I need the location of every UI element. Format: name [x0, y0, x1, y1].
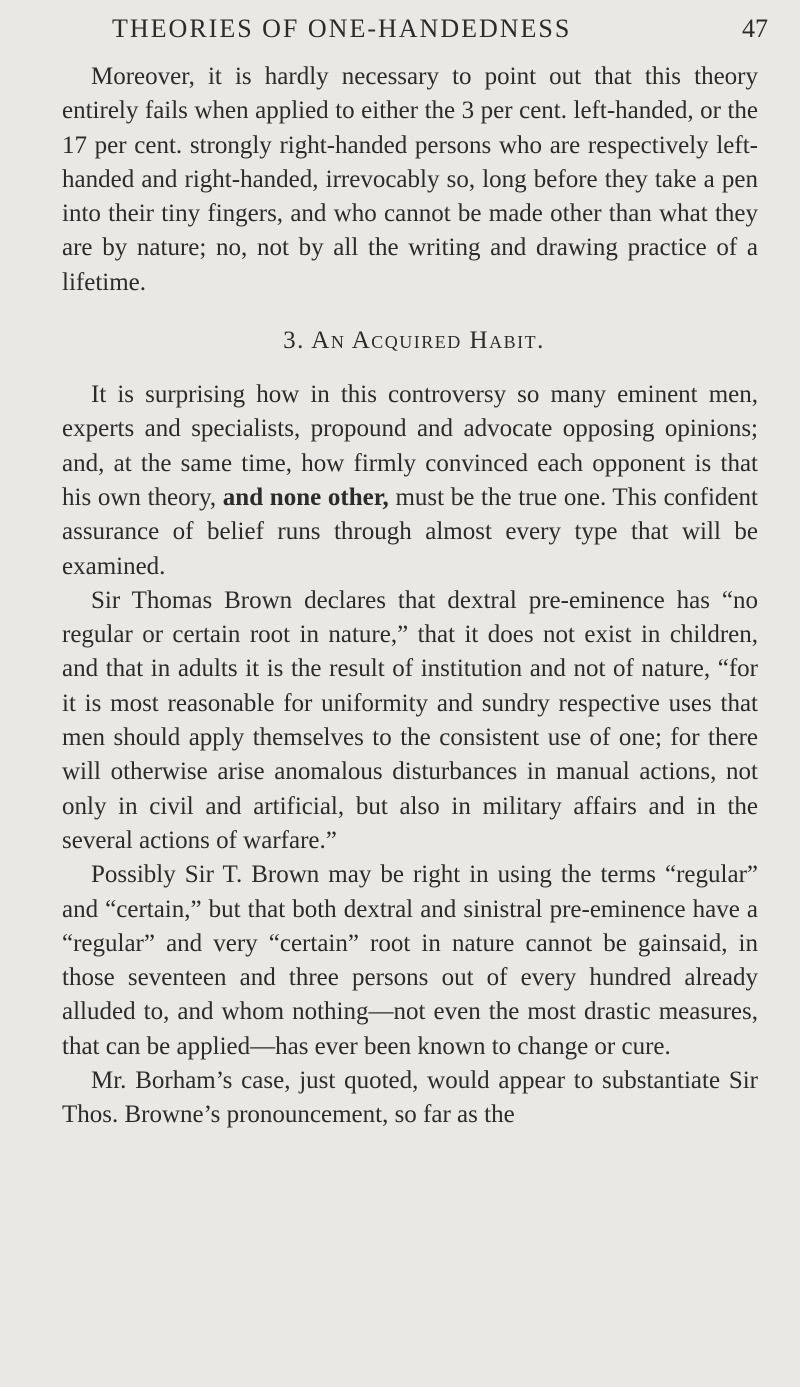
running-head: [112, 12, 768, 60]
paragraph-controversy: [62, 378, 758, 584]
section-heading: 3. An Acquired Habit.: [283, 327, 545, 355]
paragraph-controversy-text-end: must be the true one. This confident assurance of belief runs through almost every type that will be examined.: [62, 483, 758, 580]
running-title: THEORIES OF ONE-HANDEDNESS: [112, 14, 572, 43]
paragraph-borham-case: Mr. Borham’s case, just quoted, would appear to substantiate Sir Thos. Browne’s pronouncement, so far as the: [62, 1067, 758, 1129]
paragraph-possibly: Possibly Sir T. Brown may be right in using the terms “regular” and “certain,” but that both dextral and sinistral pre-eminence have a “regular” and very “certain” root in nature cannot be gainsaid, in those seventeen and three persons out of every hundred already alluded to, and whom nothing—not even the most drastic measures, that can be applied—has ever been known to change or cure.: [62, 861, 758, 1060]
book-page: [62, 12, 768, 1133]
emphasized-phrase: and none other,: [222, 483, 389, 511]
paragraph-sir-thomas-brown: Sir Thomas Brown declares that dextral pre-eminence has “no regular or certain root in nature,” that it does not exist in children, and that in adults it is the result of institution and not of nature, “for it is most reasonable for uniformity and sundry respective uses that men should apply themselves to the consistent use of one; for there will otherwise arise anomalous disturbances in manual actions, not only in civil and artificial, but also in military affairs and in the several actions of warfare.”: [62, 586, 758, 854]
page-number: 47: [742, 14, 768, 43]
paragraph-theory-fails: Moreover, it is hardly necessary to point out that this theory entirely fails when applied to either the 3 per cent. left-handed, or the 17 per cent. strongly right-handed persons who are respectively left-handed and right-handed, irrevocably so, long before they take a pen into their tiny fingers, and who cannot be made other than what they are by nature; no, not by all the writing and drawing practice of a lifetime.: [62, 63, 758, 296]
paragraph-controversy-text-start: It is surprising how in this controversy so many eminent men, experts and specialists, propound and advocate opposing opinions; and, at the same time, how firmly convinced each opponent is that his own theory,: [62, 381, 758, 511]
